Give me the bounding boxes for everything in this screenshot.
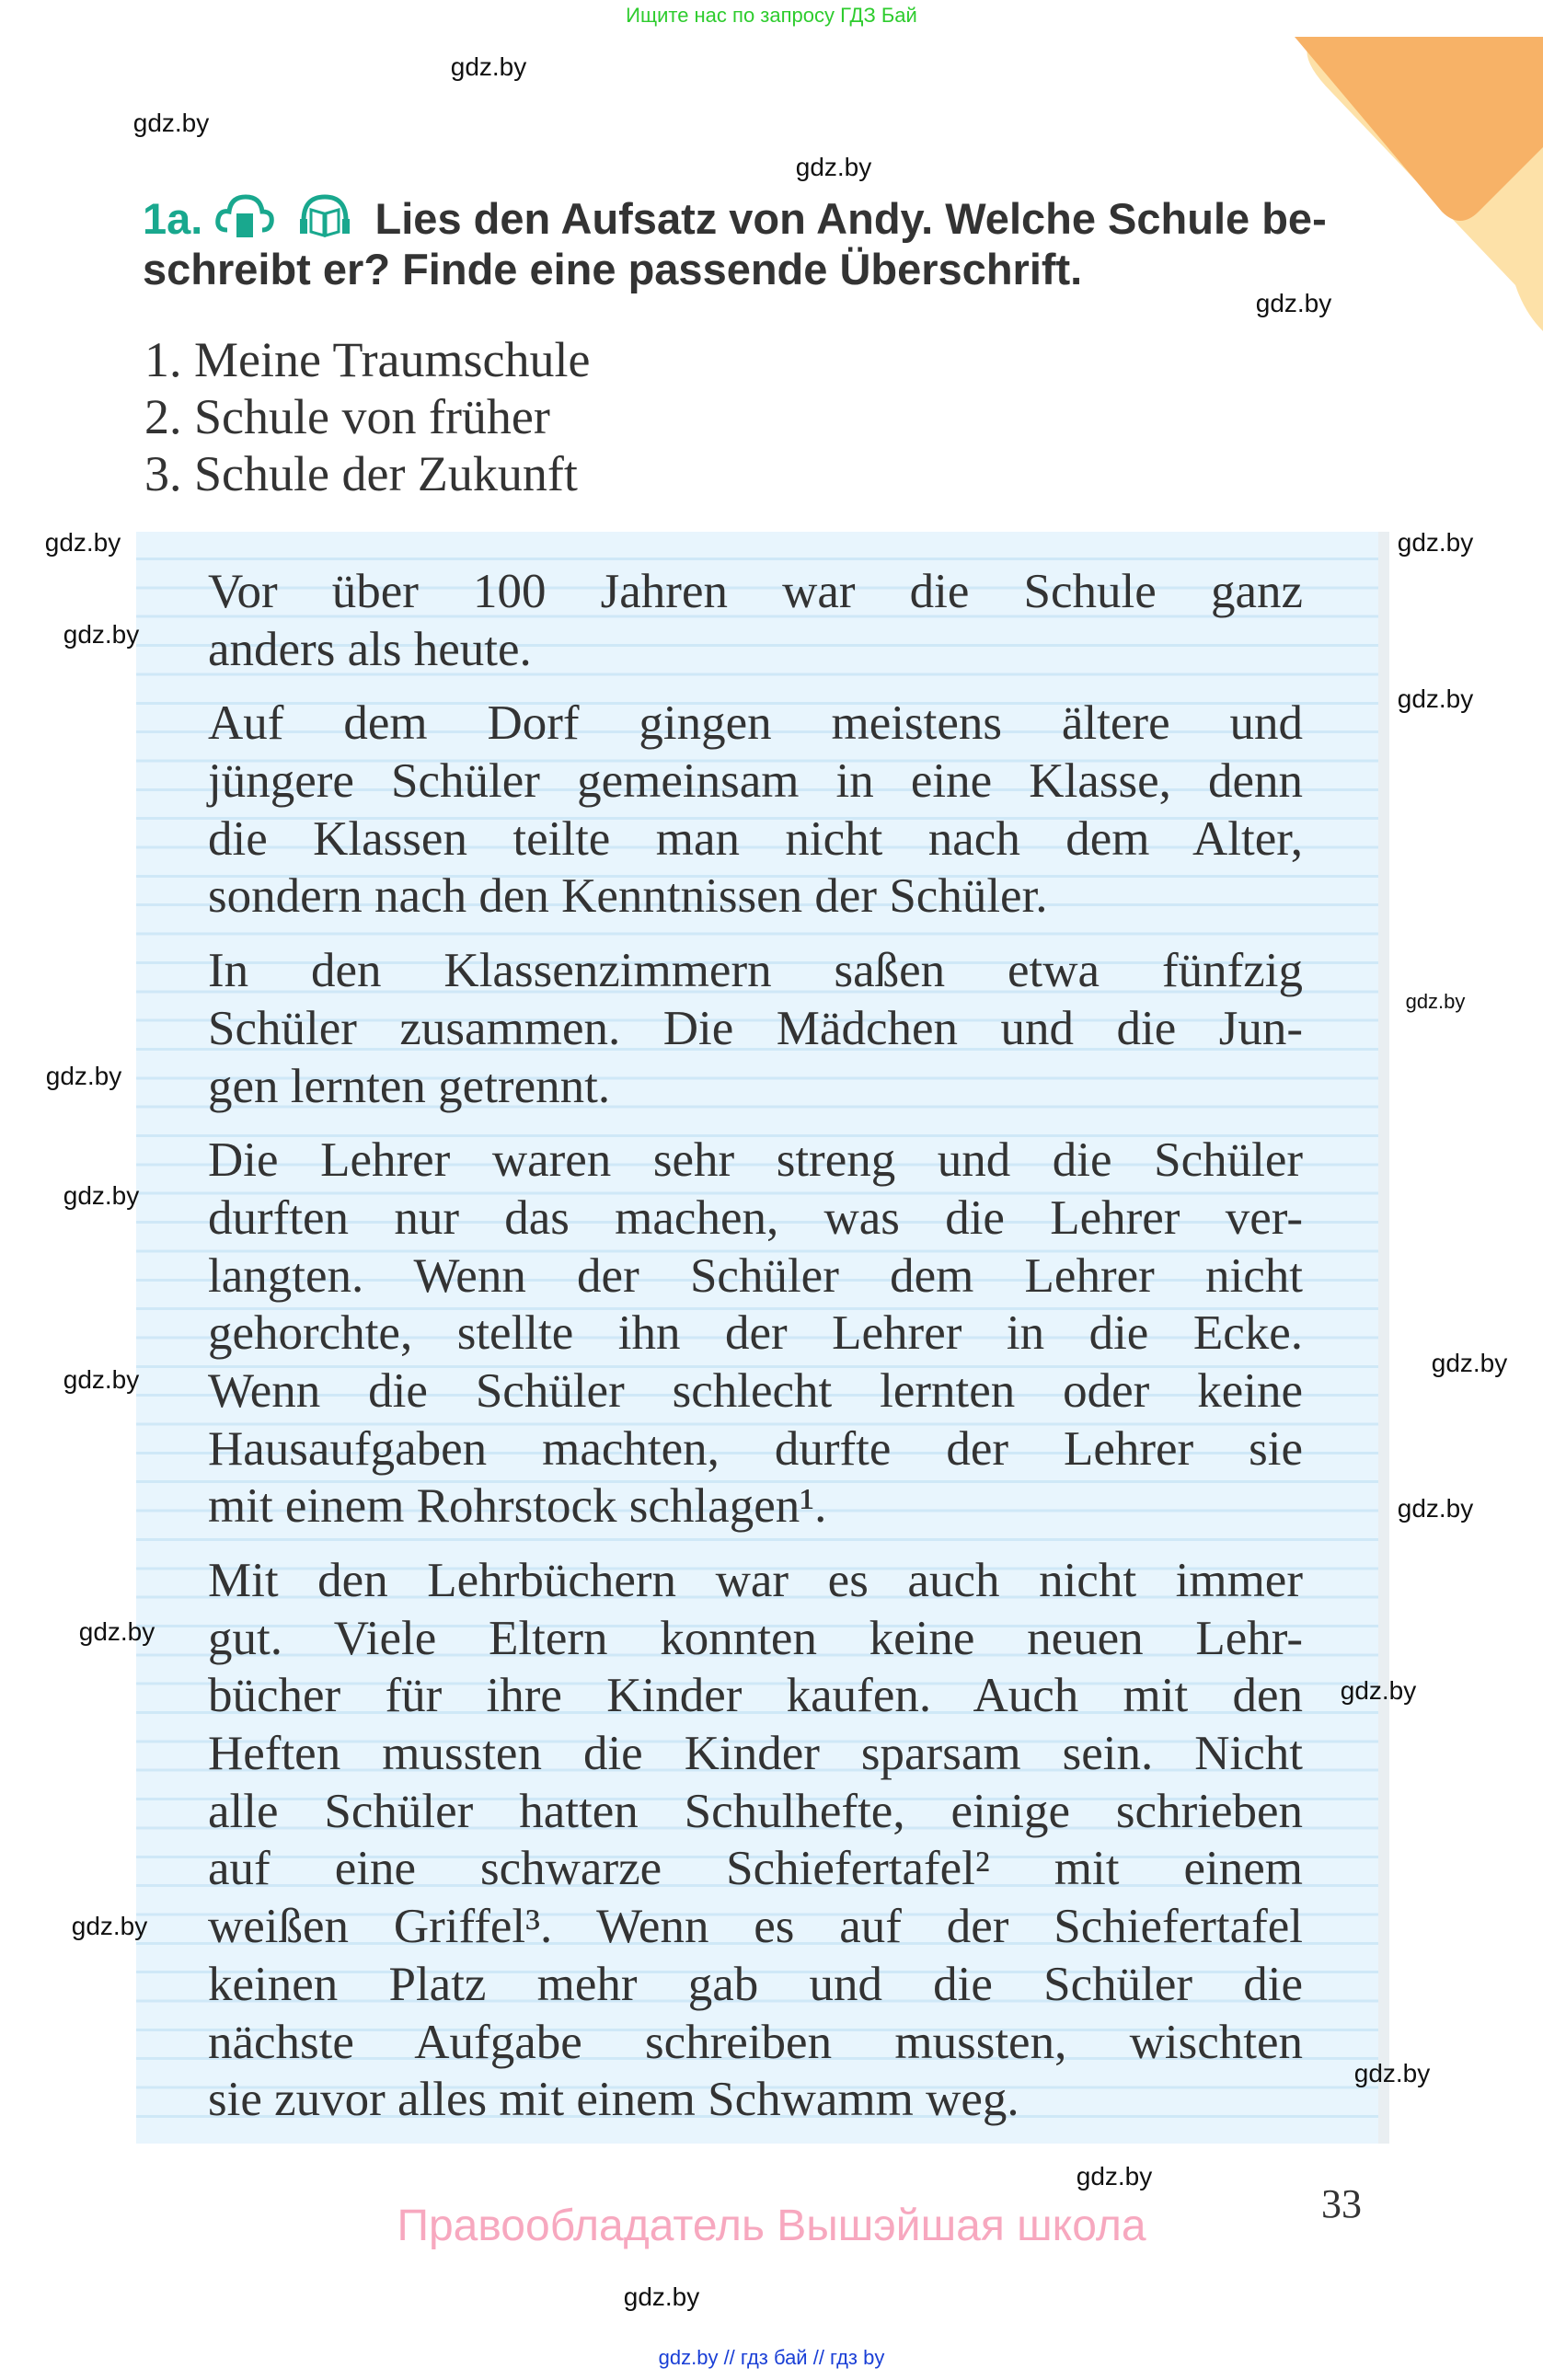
essay-line: Vor über 100 Jahren war die Schule ganz (208, 565, 1303, 618)
option-1: 1. Meine Traumschule (144, 332, 591, 387)
watermark: gdz.by (1405, 990, 1466, 1013)
essay-line: Mit den Lehrbüchern war es auch nicht immer (208, 1554, 1303, 1607)
essay-line: keinen Platz mehr gab und die Schüler die (208, 1957, 1303, 2011)
task-number: 1a. (143, 194, 203, 243)
watermark: gdz.by (1353, 2059, 1431, 2087)
watermark: gdz.by (78, 1617, 155, 1646)
watermark: gdz.by (1397, 1494, 1474, 1523)
watermark: gdz.by (63, 1365, 140, 1394)
essay-line: Schüler zusammen. Die Mädchen und die Jun- (208, 1001, 1303, 1055)
essay-line: die Klassen teilte man nicht nach dem Alter, (208, 811, 1303, 866)
essay-line: sondern nach den Kenntnissen der Schüler. (208, 869, 1048, 924)
task-instruction-line-2: schreibt er? Finde eine passende Überschrift. (143, 245, 1083, 293)
task-instruction-line-1: Lies den Aufsatz von Andy. Welche Schule be- (374, 194, 1327, 243)
copyright-notice: Правообладатель Вышэйшая школа (397, 2202, 1146, 2250)
essay-line: Hausaufgaben machten, durfte der Lehrer sie (208, 1421, 1303, 1476)
essay-line: weißen Griffel³. Wenn es auf der Schiefertafel (208, 1900, 1303, 1954)
title-options (144, 331, 590, 502)
watermark: gdz.by (44, 528, 121, 557)
watermark: gdz.by (132, 109, 210, 137)
page-number: 33 (1321, 2181, 1362, 2226)
watermark: gdz.by (1076, 2162, 1153, 2190)
watermark: gdz.by (1397, 528, 1474, 557)
essay-line: alle Schüler hatten Schulhefte, einige schrieben (208, 1784, 1303, 1838)
essay-line: gen lernten getrennt. (208, 1059, 611, 1113)
essay-line: sie zuvor alles mit einem Schwamm weg. (208, 2073, 1019, 2127)
watermark: gdz.by (795, 153, 872, 181)
essay-line: nächste Aufgabe schreiben mussten, wischten (208, 2015, 1303, 2069)
watermark: gdz.by (45, 1062, 122, 1090)
essay-line: anders als heute. (208, 622, 532, 676)
watermark: gdz.by (71, 1912, 148, 1940)
essay-paragraph (208, 1552, 1303, 2129)
essay-line: gehorchte, stellte ihn der Lehrer in die Ecke. (208, 1306, 1303, 1361)
audio-book-icon (296, 193, 353, 239)
watermark: gdz.by (450, 52, 527, 81)
essay-paragraph (208, 1132, 1303, 1535)
option-2: 2. Schule von früher (144, 389, 550, 444)
essay-line: Die Lehrer waren sehr streng und die Schüler (208, 1133, 1303, 1188)
essay-paragraph (208, 942, 1303, 1115)
essay-paragraph (208, 695, 1303, 926)
essay-text (208, 563, 1303, 2145)
essay-line: In den Klassenzimmern saßen etwa fünfzig (208, 944, 1303, 998)
essay-line: Auf dem Dorf gingen meistens ältere und (208, 696, 1303, 751)
watermark: gdz.by (1397, 684, 1474, 713)
watermark: gdz.by (1255, 289, 1332, 317)
essay-line: Wenn die Schüler schlecht lernten oder keine (208, 1363, 1303, 1418)
watermark: gdz.by (1340, 1676, 1417, 1705)
essay-line: gut. Viele Eltern konnten keine neuen Lehr- (208, 1611, 1303, 1665)
essay-line: langten. Wenn der Schüler dem Lehrer nicht (208, 1248, 1303, 1303)
essay-line: jüngere Schüler gemeinsam in eine Klasse, denn (208, 754, 1303, 809)
watermark: gdz.by (1431, 1349, 1508, 1377)
essay-line: durften nur das machen, was die Lehrer ver- (208, 1190, 1303, 1245)
footer-links[interactable]: gdz.by // гдз бай // гдз by (658, 2346, 885, 2369)
task-heading (143, 193, 1376, 294)
essay-line: mit einem Rohrstock schlagen¹. (208, 1479, 827, 1534)
watermark: gdz.by (63, 1181, 140, 1210)
cloud-file-icon (214, 193, 275, 239)
essay-line: auf eine schwarze Schiefertafel² mit einem (208, 1842, 1303, 1896)
watermark: gdz.by (63, 620, 140, 649)
search-banner[interactable]: Ищите нас по запросу ГДЗ Бай (626, 4, 917, 27)
watermark: gdz.by (623, 2282, 700, 2311)
essay-line: Heften mussten die Kinder sparsam sein. Nicht (208, 1727, 1303, 1781)
essay-paragraph (208, 563, 1303, 678)
option-3: 3. Schule der Zukunft (144, 446, 578, 501)
essay-line: bücher für ihre Kinder kaufen. Auch mit den (208, 1669, 1303, 1723)
